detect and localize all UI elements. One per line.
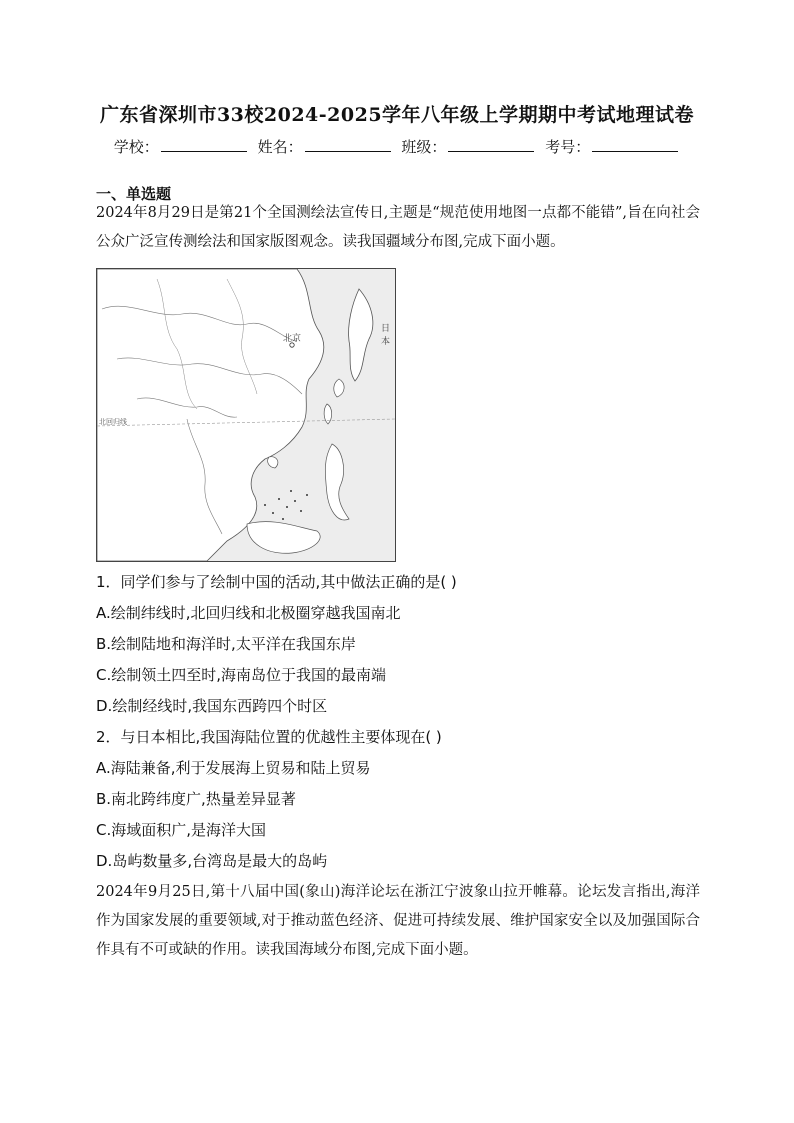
- beijing-label: 北京: [283, 334, 302, 344]
- china-territory-map: [96, 268, 396, 562]
- name-label: 姓名：: [257, 138, 303, 156]
- class-label: 班级：: [401, 138, 447, 156]
- japan-label-2: 本: [381, 337, 391, 347]
- tropic-of-cancer-label: 北回归线: [99, 418, 127, 426]
- question-1-option-a: A.绘制纬线时,北回归线和北极圈穿越我国南北: [96, 604, 401, 622]
- question-2-option-c: C.海域面积广,是海洋大国: [96, 821, 267, 839]
- name-blank: [305, 137, 391, 152]
- map-drawing: [97, 269, 395, 561]
- question-1-stem: 1．同学们参与了绘制中国的活动,其中做法正确的是( ): [96, 573, 457, 591]
- question-1-option-b: B.绘制陆地和海洋时,太平洋在我国东岸: [96, 635, 356, 653]
- question-1-option-c: C.绘制领土四至时,海南岛位于我国的最南端: [96, 666, 387, 684]
- class-blank: [448, 137, 534, 152]
- question-2-stem: 2．与日本相比,我国海陆位置的优越性主要体现在( ): [96, 728, 442, 746]
- question-2-option-d: D.岛屿数量多,台湾岛是最大的岛屿: [96, 852, 328, 870]
- section-heading: 一、单选题: [96, 185, 172, 203]
- passage-2: 2024年9月25日,第十八届中国(象山)海洋论坛在浙江宁波象山拉开帷幕。论坛发言指出,海洋作为国家发展的重要领域,对于推动蓝色经济、促进可持续发展、维护国家安全以及加强国际合作具有不可或缺的作用。读我国海域分布图,完成下面小题。: [96, 884, 700, 958]
- exam-number-blank: [592, 137, 678, 152]
- school-label: 学校：: [113, 138, 159, 156]
- student-info-line: [0, 136, 794, 157]
- school-blank: [161, 137, 247, 152]
- exam-title: 广东省深圳市33校2024-2025学年八年级上学期期中考试地理试卷: [99, 104, 695, 126]
- question-2-option-b: B.南北跨纬度广,热量差异显著: [96, 790, 296, 808]
- passage-1: 2024年8月29日是第21个全国测绘法宣传日,主题是“规范使用地图一点都不能错”,旨在向社会公众广泛宣传测绘法和国家版图观念。读我国疆域分布图,完成下面小题。: [96, 205, 700, 250]
- question-1-option-d: D.绘制经线时,我国东西跨四个时区: [96, 697, 328, 715]
- exam-number-label: 考号：: [545, 138, 591, 156]
- question-2-option-a: A.海陆兼备,利于发展海上贸易和陆上贸易: [96, 759, 371, 777]
- japan-label-1: 日: [381, 324, 391, 334]
